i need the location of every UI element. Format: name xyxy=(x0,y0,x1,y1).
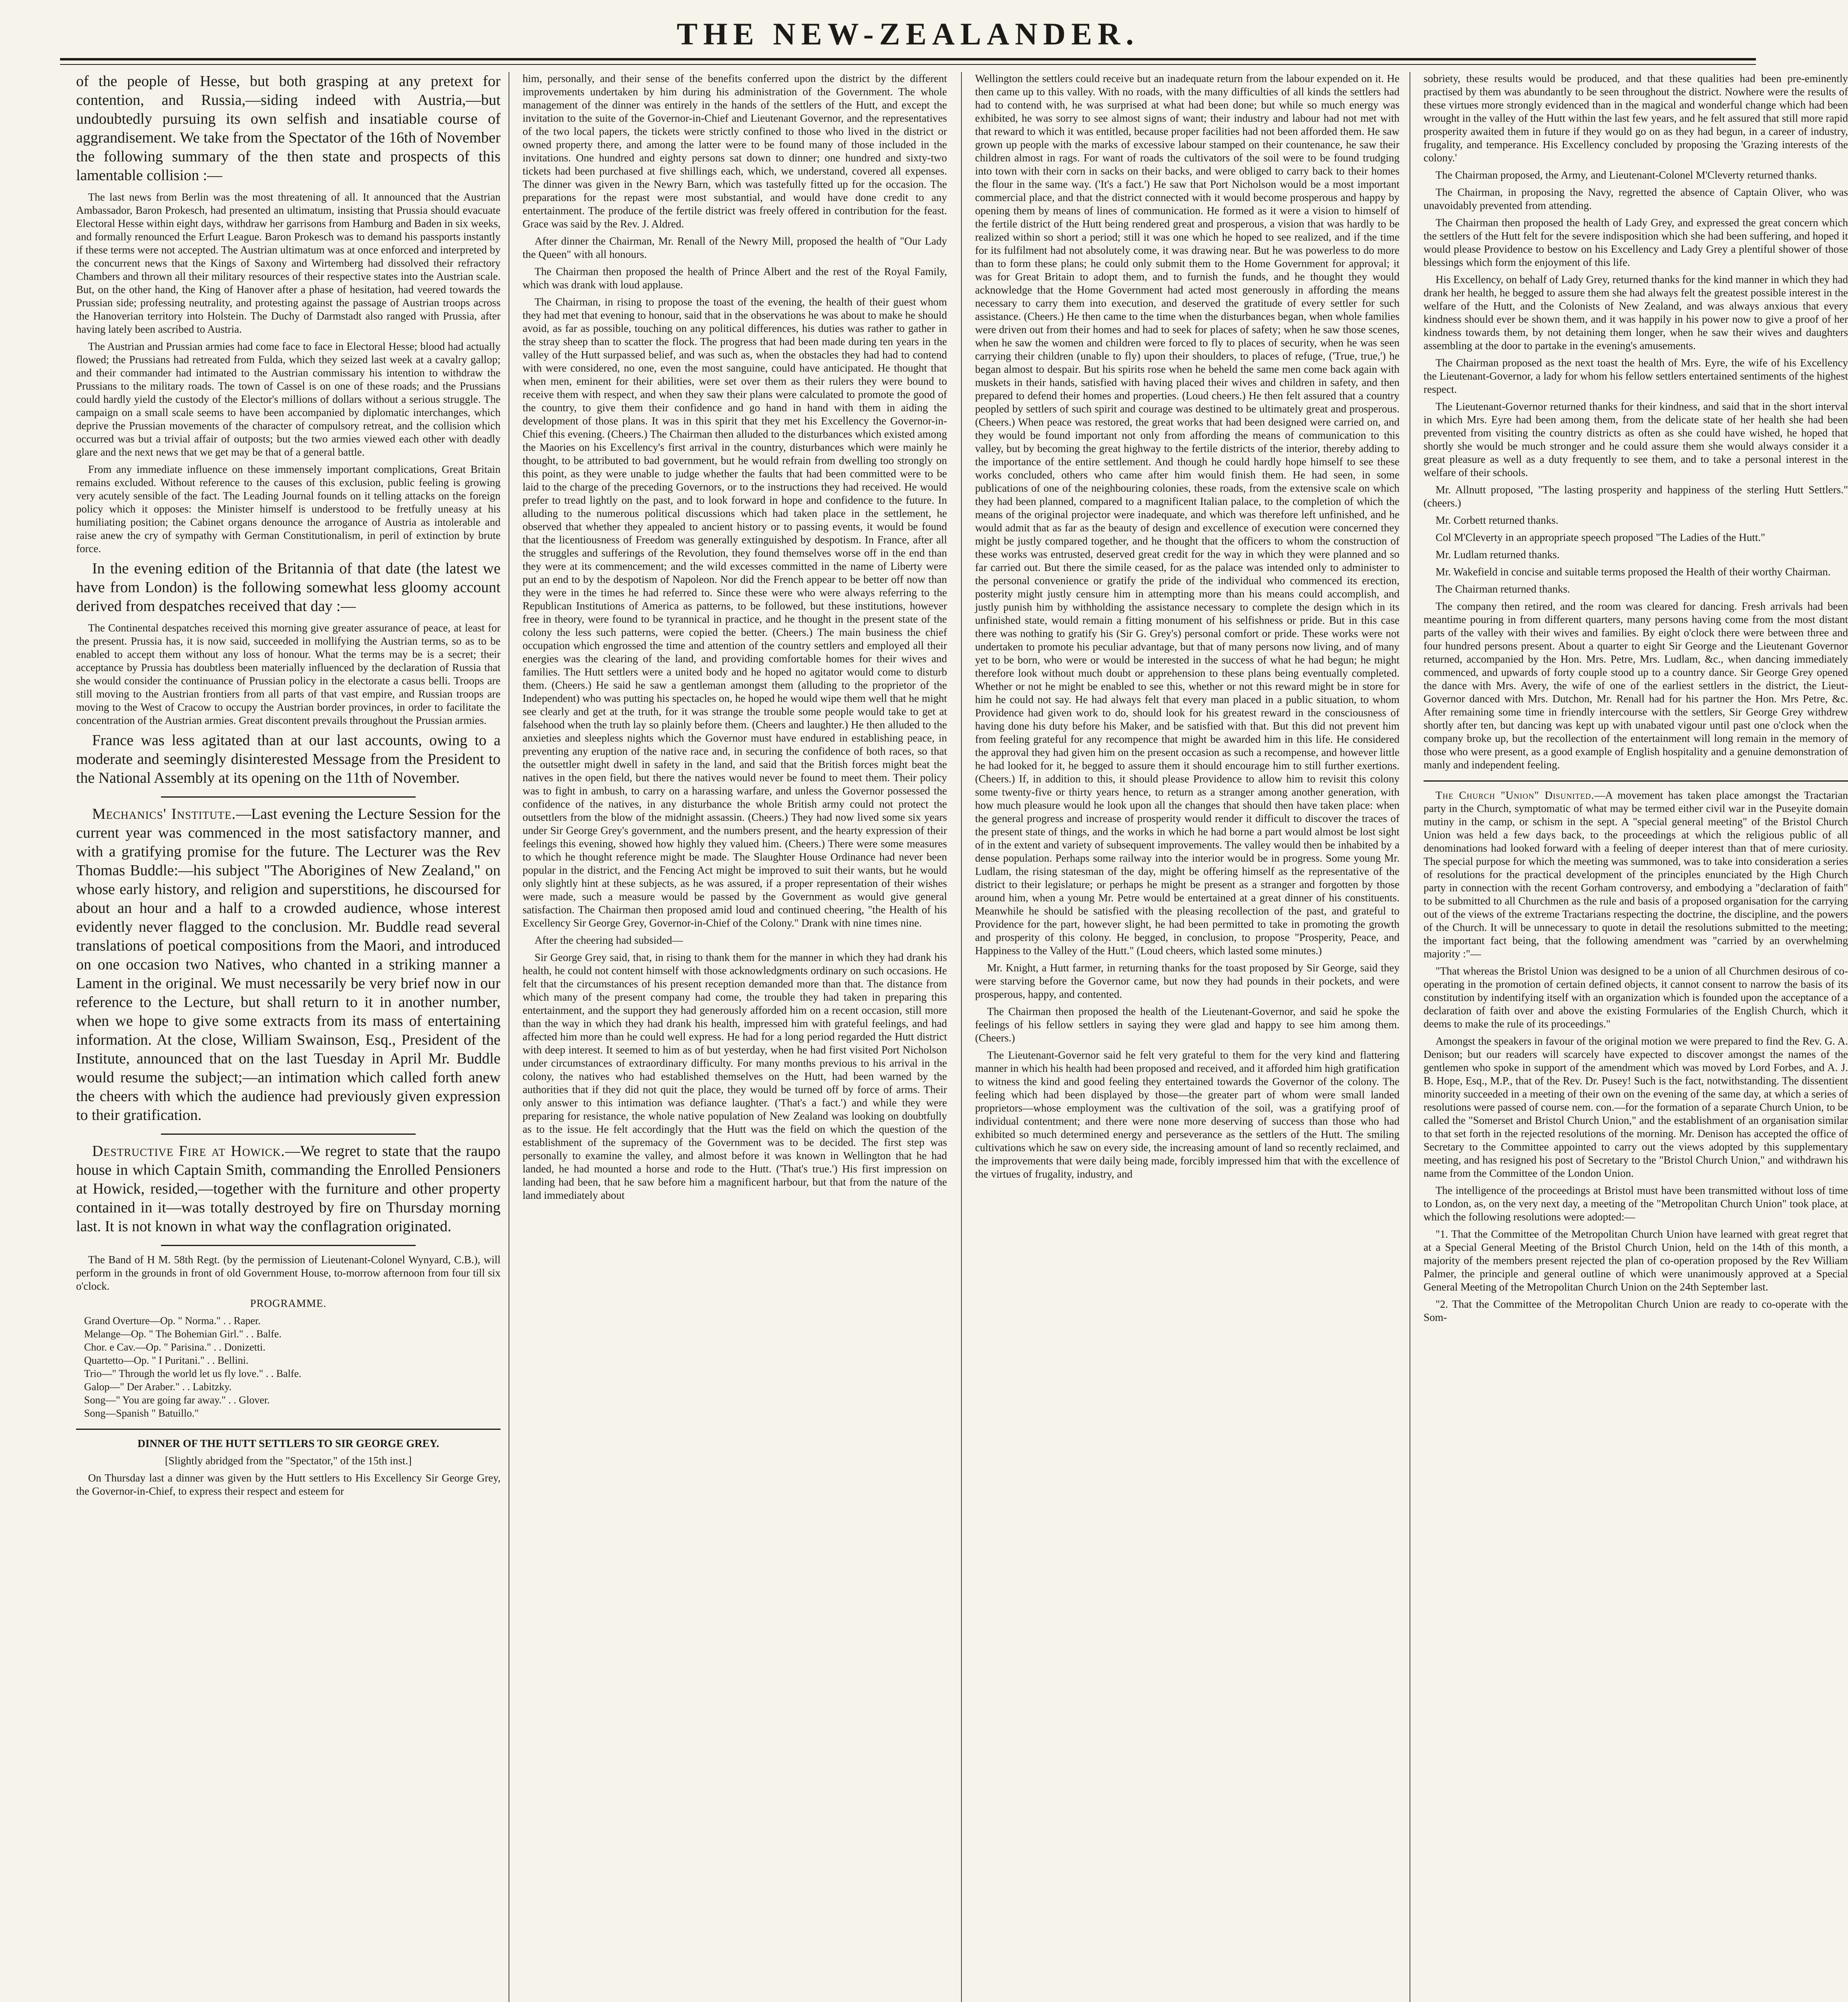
article-paragraph: Mr. Knight, a Hutt farmer, in returning thanks for the toast proposed by Sir George, said they were starving before the Governor came, but now they had pounds in their pockets, and were prosperous, happy, and contented. xyxy=(975,962,1400,1000)
article-paragraph: On Thursday last a dinner was given by the Hutt settlers to His Excellency Sir George Grey, the Governor-in-Chief, to express their respect and esteem for xyxy=(76,1472,501,1497)
article-paragraph: Mr. Ludlam returned thanks. xyxy=(1436,549,1560,561)
article-paragraph xyxy=(76,1142,501,1236)
programme-item: Melange—Op. " The Bohemian Girl." . . Balfe. xyxy=(84,1328,282,1340)
mechanics-institute-article xyxy=(76,805,501,1125)
article-text: —A movement has taken place amongst the Tractarian party in the Church, symptomatic of what may be termed either civil war in the Puseyite domain mutiny in the camp, or schism in the sept. A "special general meeting" of the Bristol Church Union was held a few days back, to the proceedings at which the religious public of all denominations had looked forward with a feeling of deeper interest than that of mere curiosity. The special purpose for which the meeting was summoned, was to take into consideration a series of resolutions for the practical development of the principles enunciated by the High Church party in connection with the recent Gorham controversy, and embodying a "declaration of faith" to be submitted to all Churchmen as the rule and basis of a proposed organisation for the carrying out of the views of the extreme Tractarians respecting the doctrine, the discipline, and the powers of the Church. It will be unnecessary to quote in detail the resolutions submitted to the meeting; the important fact being, that the following amendment was "carried by an overwhelming majority :"— xyxy=(1424,789,1848,960)
article-paragraph: sobriety, these results would be produced, and that these qualities had been pre-eminently practised by them was abundantly to be seen throughout the district. Nowhere were the results of these virtues more strongly evidenced than in the magical and wonderful change which had been wrought in the valley of the Hutt within the last few years, and he felt assured that still more rapid prosperity awaited them in future if they would go on as they had begun, in a career of industry, frugality, and temperance. His Excellency concluded by proposing the 'Grazing interests of the colony.' xyxy=(1424,72,1848,164)
article-paragraph: His Excellency, on behalf of Lady Grey, returned thanks for the kind manner in which they had drank her health, he begged to assure them she had always felt the greatest possible interest in the welfare of the Hutt, and the Colonists of New Zealand, and was always anxious that every kindness should ever be shown them, and it was happily in his power now to give a proof of her kindness towards them, by not detaining them longer, when he saw their wives and daughters assembling at the door to partake in the evening's amusements. xyxy=(1424,273,1848,352)
quoted-resolution: "1. That the Committee of the Metropolitan Church Union have learned with great regret that at a Special General Meeting of the Bristol Church Union, held on the 14th of this month, a majority of the members present rejected the plan of co-operation proposed by the Rev William Palmer, the principle and general outline of which were unanimously approved at a Special General Meeting of the Metropolitan Church Union on the 24th September last. xyxy=(1424,1228,1848,1293)
section-headline: Mechanics' Institute. xyxy=(92,806,236,822)
article-paragraph: Col M'Cleverty in an appropriate speech proposed "The Ladies of the Hutt." xyxy=(1436,531,1766,543)
fire-article xyxy=(76,1142,501,1236)
quoted-resolution: "That whereas the Bristol Union was designed to be a union of all Churchmen desirous of co-operating in the promotion of certain defined objects, it cannot consent to narrow the basis of its constitution by indentifying itself with an organization which is founded upon the acceptance of a declaration of faith over and above the existing Formularies of the English Church, which it deems to make the rule of its proceedings." xyxy=(1424,965,1848,1030)
article-paragraph: The Chairman proposed, the Army, and Lieutenant-Colonel M'Cleverty returned thanks. xyxy=(1436,169,1817,181)
masthead-title: THE NEW-ZEALANDER. xyxy=(677,16,1139,51)
article-paragraph: The Chairman then proposed the health of Prince Albert and the rest of the Royal Family, which was drank with loud applause. xyxy=(523,265,947,291)
article-paragraph: him, personally, and their sense of the benefits conferred upon the district by the different improvements undertaken by him during his administration of the Government. The whole management of the dinner was entirely in the hands of the settlers of the Hutt, and except the invitation to the suite of the Governor-in-Chief and Lieutenant Governor, and the representatives of the two local papers, the tickets were strictly confined to those who lived in the district or owned property there, and among the latter were to be found many of those included in the invitations. One hundred and eighty persons sat down to dinner; one hundred and sixty-two tickets had been purchased at five shillings each, which, we understand, covered all expenses. The dinner was given in the Newry Barn, which was tastefully fitted up for the occasion. The preparations for the repast were most substantial, and would have done credit to any entertainment. The produce of the fertile district was freely offered in contribution for the feast. Grace was said by the Rev. J. Aldred. xyxy=(523,72,947,230)
article-paragraph: France was less agitated than at our last accounts, owing to a moderate and seemingly disinterested Message from the President to the National Assembly at its opening on the 11th of November. xyxy=(76,732,501,786)
section-headline: The Church "Union" Disunited. xyxy=(1436,789,1595,801)
dinner-headline: DINNER OF THE HUTT SETTLERS TO SIR GEORGE GREY. xyxy=(137,1437,439,1449)
column-separator xyxy=(961,72,962,2002)
article-text: —We regret to state that the raupo house in which Captain Smith, commanding the Enrolled Pensioners at Howick, resided,—together with the furniture and other property contained in it—was totally destroyed by fire on Thursday morning last. It is not known in what way the conflagration originated. xyxy=(76,1143,501,1235)
programme-item: Song—" You are going far away." . . Glover. xyxy=(84,1394,270,1406)
article-paragraph: Mr. Corbett returned thanks. xyxy=(1436,514,1558,526)
article-paragraph: of the people of Hesse, but both grasping at any pretext for contention, and Russia,—siding indeed with Austria,—but undoubtedly pursuing its own selfish and insatiable course of aggrandisement. We take from the Spectator of the 16th of November the following summary of the then state and prospects of this lamentable collision :— xyxy=(76,73,501,184)
article-paragraph: The Chairman proposed as the next toast the health of Mrs. Eyre, the wife of his Excellency the Lieutenant-Governor, a lady for whom his fellow settlers entertained sentiments of the highest respect. xyxy=(1424,357,1848,395)
lead-article-continuation xyxy=(76,72,501,185)
article-paragraph: From any immediate influence on these immensely important complications, Great Britain remains excluded. Without reference to the causes of this exclusion, public feeling is growing very acutely sensible of the fact. The Leading Journal founds on it telling attacks on the foreign policy which it opposes: the Minister himself is understood to be fretfully uneasy at his humiliating position; the Cabinet organs denounce the arrogance of Austria as intolerable and raise anew the cry of sympathy with German Constitutionalism, in peril of extinction by brute force. xyxy=(76,463,501,555)
article-paragraph: Amongst the speakers in favour of the original motion we were prepared to find the Rev. G. A. Denison; but our readers will scarcely have expected to discover amongst the names of the gentlemen who spoke in support of the amendment which was moved by Lord Forbes, and A. J. B. Hope, Esq., M.P., that of the Rev. Dr. Pusey! Such is the fact, notwithstanding. The dissentient minority succeeded in a meeting of their own on the evening of the same day, at which a series of resolutions were passed of course nem. con.—for the formation of a separate Church Union, to be called the "Somerset and Bristol Church Union," and the establishment of an organisation similar to that set forth in the rejected resolutions of the morning. Mr. Denison has accepted the office of Secretary to the Committee appointed to carry out the views adopted by this supplementary meeting, and has resigned his post of Secretary to the "Bristol Church Union," and withdrawn his name from the Committee of the London Union. xyxy=(1424,1035,1848,1179)
article-paragraph: Sir George Grey said, that, in rising to thank them for the manner in which they had drank his health, he could not content himself with those acknowledgments ordinary on such occasions. He felt that the circumstances of his present reception demanded more than that. The distance from which many of the present company had come, the trouble they had taken in preparing this entertainment, and the support they had generously afforded him on a recent occasion, still more than the way in which they had drank his health, impressed him with grateful feelings, and had affected him more than he could well express. He had for a long period regarded the Hutt district with deep interest. It seemed to him as of but yesterday, when he had first visited Port Nicholson under circumstances of extraordinary difficulty. For many months previous to his arrival in the colony, the natives who had established themselves on the Hutt, had been warned by the authorities that if they did not quit the place, they would be turned off by force of arms. Their only answer to this intimation was defiance laughter. ('That's a fact.') and while they were preparing for resistance, the whole native population of New Zealand was looking on doubtfully as to the issue. He felt accordingly that the Hutt was the field on which the question of the establishment of the supremacy of the Government was to be decided. The first step was personally to examine the valley, and almost before it was known in Wellington that he had landed, he had mounted a horse and rode to the Hutt. ('That's true.') His first impression on landing had been, that he saw before him a magnificent harbour, but that from the nature of the land immediately about xyxy=(523,951,947,1201)
article-paragraph xyxy=(1424,789,1848,961)
section-divider xyxy=(1424,780,1848,782)
masthead-rule xyxy=(60,58,1756,60)
section-headline: Destructive Fire at Howick. xyxy=(92,1143,285,1160)
article-paragraph: The company then retired, and the room was cleared for dancing. Fresh arrivals had been meantime pouring in from different quarters, many persons having come from the most distant parts of the valley with their wives and families. By eight o'clock there were between three and four hundred persons present. About a quarter to eight Sir George and the Lieutenant Governor returned, accompanied by the Hon. Mrs. Petre, Mrs. Ludlam, &c., when dancing immediately commenced, and upwards of forty couple stood up to a country dance. Sir George Grey opened the dance with Mrs. Avery, the wife of one of the earliest settlers in the district, the Lieut-Governor danced with Mrs. Dutchon, Mr. Renall had for his partner the Hon. Mrs Petre, &c. After remaining some time in friendly intercourse with the settlers, Sir George Grey withdrew shortly after ten, but dancing was kept up with unabated vigour until past one o'clock when the company broke up, but the recollection of the entertainment will long remain in the memory of those who were present, as a good example of English hospitality and a genuine demonstration of manly and independent feeling. xyxy=(1424,600,1848,771)
section-divider xyxy=(161,1134,416,1135)
article-paragraph: The Chairman, in rising to propose the toast of the evening, the health of their guest whom they had met that evening to honour, said that in the observations he was about to make he should avoid, as far as possible, touching on any political differences, his duties was rather to gather in the stray sheep than to scatter the flock. The progress that had been made during ten years in the valley of the Hutt surpassed belief, and was such as, when the obstacles they had had to contend with were considered, no one, even the most sanguine, could have anticipated. He thought that when men, eminent for their abilities, were set over them as their rulers they were bound to receive them with respect, and when they saw their plans were calculated to promote the good of the country, to give them their confidence and go hand in hand with them in aiding the development of those plans. It was in this spirit that they met his Excellency the Governor-in-Chief this evening. (Cheers.) The Chairman then alluded to the disturbances which existed among the Maories on his Excellency's first arrival in the country, disturbances which were mainly he thought, to be attributed to bad government, but he would refrain from dwelling too strongly on this point, as they were unable to judge whether the faults that had been committed were to be laid to the charge of the preceding Governors, or to the instructions they had received. He would prefer to tread lightly on the past, and to look forward in hope and confidence to the future. In alluding to the numerous political discussions which had taken place in the settlement, he observed that whether they appealed to ancient history or to passing events, it would be found that the licentiousness of Freedom was generally extinguished by despotism. In France, after all the struggles and sufferings of the Revolution, they found themselves worse off in the end than they were at its commencement; and the wild excesses committed in the name of Liberty were put an end to by the despotism of Napoleon. Nor did the French appear to be better off now than they were in the times he had referred to. Since these were who were always referring to the Republican Institutions of America as patterns, to be followed, but these institutions, however free in theory, were found to be tyrannical in practice, and he thought in the present state of the colony the less such patterns, were copied the better. (Cheers.) The main business the chief occupation which engrossed the time and attention of the country settlers and employed all their energies was the clearing of the land, and providing comfortable homes for their wives and families. The Hutt settlers were a united body and he hoped no agitator would come to disturb them. (Cheers.) He said he saw a gentleman amongst them (alluding to the proprietor of the Independent) who was putting his spectacles on, he hoped he would wipe them well that he might see clearly and get at the truth, for it was strange the trouble some people would take to get at falsehood when the truth lay so plainly before them. (Cheers and laughter.) He then alluded to the anxieties and sleepless nights which the Governor must have endured in establishing peace, in preventing any eruption of the native race and, in securing the confidence of both races, so that the outsettler might dwell in safety in the land, and said that the British forces might beat the natives in the open field, but there the natives would never be found to meet them. Their policy was to fight in ambush, to carry on a harassing warfare, and unless the Governor possessed the confidence of the natives, in any disturbance the whole British army could not protect the outsettlers from the blow of the midnight assassin. (Cheers.) They had now lived some six years under Sir George Grey's government, and the numbers present, and the hearty expression of their feelings this evening, showed how highly they valued him. (Cheers.) There were some measures to which he thought reference might be made. The Slaughter House Ordinance had never been popular in the district, and the Fencing Act might be improved to suit their wants, but he would only slightly hint at these subjects, as he was assured, if a proper representation of their wishes were made, such a measure would be passed by the Government as would give general satisfaction. The Chairman then proposed amid loud and continued cheering, "the Health of his Excellency Sir George Grey, Governor-in-Chief of the Colony." Drank with nine times nine. xyxy=(523,296,947,929)
article-paragraph: The Austrian and Prussian armies had come face to face in Electoral Hesse; blood had actually flowed; the Prussians had retreated from Fulda, which they seized last week at a cavalry gallop; and their commander had intimated to the Austrian commissary his intention to withdraw the Prussians to the military roads. The town of Cassel is on one of these roads; and the Prussians could hardly yield the custody of the Elector's millions of dollars without a serious struggle. The campaign on a small scale seems to have been accompanied by diplomatic interchanges, which deprive the Prussian movements of the character of compulsory retreat, and the collision which occurred was but a trivial affair of outposts; but the two armies viewed each other with deadly glare and the next news that we get may be that of a general battle. xyxy=(76,340,501,458)
lead-article-body xyxy=(76,731,501,788)
programme-item: Trio—" Through the world let us fly love." . . Balfe. xyxy=(84,1368,302,1379)
programme-list xyxy=(76,1314,501,1420)
article-paragraph: The Chairman returned thanks. xyxy=(1436,583,1570,595)
quoted-resolution: "2. That the Committee of the Metropolitan Church Union are ready to co-operate with the Som- xyxy=(1424,1298,1848,1323)
programme-item: Grand Overture—Op. " Norma." . . Raper. xyxy=(84,1315,261,1327)
article-paragraph: After dinner the Chairman, Mr. Renall of the Newry Mill, proposed the health of "Our Lady the Queen" with all honours. xyxy=(523,235,947,260)
section-divider xyxy=(161,796,416,798)
article-paragraph: The Chairman then proposed the health of Lady Grey, and expressed the great concern which the settlers of the Hutt felt for the severe indisposition which she had been suffering, and hoped it would please Providence to bestow on his Excellency and Lady Grey a plentiful shower of those blessings which form the enjoyment of this life. xyxy=(1424,217,1848,268)
article-paragraph: After the cheering had subsided— xyxy=(535,934,683,946)
article-paragraph: Mr. Wakefield in concise and suitable terms proposed the Health of their worthy Chairman. xyxy=(1436,566,1831,578)
article-paragraph: Wellington the settlers could receive but an inadequate return from the labour expended on it. He then came up to this valley. With no roads, with the many difficulties of all kinds the settlers had had to contend with, he was surprised at what had been done; but while so much energy was exhibited, he was sorry to see almost signs of want; their industry and labour had not met with that reward to which it was entitled, because proper facilities had not been afforded them. He saw grown up people with the marks of excessive labour stamped on their countenance, he saw their children almost in rags. For want of roads the cultivators of the soil were to be found trudging into town with their corn in sacks on their backs, and were obliged to carry back to their homes the flour in the same way. ('It's a fact.') He saw that Port Nicholson would be a most important commercial place, and that the district connected with it would become prosperous and happy by opening them by means of lines of communication. He formed as it were a vision to himself of the fertile district of the Hutt being rendered great and prosperous, a vision that was hardly to be realized within so short a period; still it was one which he hoped to see realized, and if the time for its fulfilment had not absolutely come, it was drawing near. But he was powerless to do more than to form these plans; he could only submit them to the Home Government for approval; it was for Great Britain to adopt them, and to furnish the funds, and he thought they would acknowledge that the Home Government had acted most generously in affording the means necessary to carry them into execution, and deserved the gratitude of every settler for such assistance. (Cheers.) He then came to the time when the disturbances began, when whole families were driven out from their homes and had to seek for places of safety; when he saw those scenes, when he saw the women and children were forced to fly to places of security, when he was seen carrying their children (unable to fly) upon their shoulders, to places of refuge, ('True, true,') he began almost to despair. But his spirits rose when he beheld the same men come back again with muskets in their hands, satisfied with having placed their wives and children in safety, and then prepared to defend their homes and properties. (Loud cheers.) He then felt assured that a country peopled by settlers of such spirit and courage was destined to be ultimately great and prosperous. (Cheers.) When peace was restored, the great works that had been designed were carried on, and they would be found important not only from affording the means of communication to this valley, but by becoming the great highway to the fertile districts of the interior, thereby adding to the importance of the entire settlement. And though he could hardly hope himself to see these works concluded, others who came after him would finish them. He had seen, in some publications of one of the neighbouring colonies, these roads, from the extensive scale on which they had been planned, compared to a magnificent Italian palace, to the completion of which the means of the original projector were inadequate, and which was therefore left unfinished, and he would admit that as far as the beauty of design and excellence of execution were concerned they might be justly compared together, and he thought that the officers to whom the construction of these works was entrusted, deserved great credit for the way in which they were planned and so far carried out. But there the simile ceased, for as the palace was intended only to administer to the personal convenience or gratify the pride of the individual who commenced its erection, posterity might justly censure him in attempting more than his means could accomplish, and justly punish him by withholding the assistance necessary to complete the design which in its unfinished state, would remain a fitting monument of his selfishness or pride. But in this case there was nothing to gratify his (Sir G. Grey's) personal comfort or pride. These works were not undertaken to promote his peculiar advantage, but that of many persons now living, and of many yet to be born, who were or would be interested in the success of what he had begun; he might therefore look without much doubt or apprehension to these plans being eventually completed. Whether or not he might be enabled to see this, whether or not this reward might be in store for him he could not say. He had always felt that every man placed in a public situation, to whom Providence had given work to do, should look for his greatest reward in the consciousness of having done his duty before his Maker, and be satisfied with that. But this did not prevent him from feeling grateful for any recompence that might be awarded him in this life. He considered the approval they had given him on the present occasion as such a recompense, and however little he had looked for it, he begged to assure them it should encourage him to still further exertions. (Cheers.) If, in addition to this, it should please Providence to allow him to revisit this colony some twenty-five or thirty years hence, to return as a stranger among another generation, with how much pleasure would he look upon all the changes that should then have taken place: when the general progress and increase of prosperity would render it difficult to discover the traces of the present state of things, and the works in which he had borne a part would almost be lost sight of in the extent and variety of subsequent improvements. The valley would then be inhabited by a dense population. Perhaps some railway into the interior would be in progress. Some young Mr. Ludlam, the rising statesman of the day, might be offering himself as the representative of the district to their legislature; or perhaps he might be present as a stranger and forgotten by those around him, when a young Mr. Petre would be entertained at a great dinner of his constituents. Meanwhile he should be satisfied with the pleasing recollection of the past, and grateful to Providence for the part, however slight, he had been permitted to take in promoting the growth and prosperity of this colony. He begged, in conclusion, to propose "Prosperity, Peace, and Happiness to the Valley of the Hutt." (Loud cheers, which lasted some minutes.) xyxy=(975,72,1400,957)
article-paragraph: The Chairman then proposed the health of the Lieutenant-Governor, and said he spoke the feelings of his fellow settlers in saying they were glad and happy to see him among them. (Cheers.) xyxy=(975,1005,1400,1044)
article-paragraph: The last news from Berlin was the most threatening of all. It announced that the Austrian Ambassador, Baron Prokesch, had presented an ultimatum, insisting that Prussia should evacuate Electoral Hesse within eight days, withdraw her garrisons from Hamburg and Baden in six weeks, and formally renounced the Erfurt League. Baron Prokesch was to demand his passports instantly if these terms were not accepted. The Austrian ultimatum was at once enforced and interpreted by the concurrent news that the Kings of Saxony and Wirtemberg had dissolved their refractory Chambers and thrown all their military resources of their respective states into the Austrian scale. But, on the other hand, the King of Hanover after a phase of hesitation, had veered towards the Prussian side; professing neutrality, and protesting against the passage of Austrian troops across the Hanoverian territory into Holstein. The Duchy of Darmstadt also ranged with Prussia, after having lately been ascribed to Austria. xyxy=(76,191,501,335)
programme-item: Galop—" Der Araber." . . Labitzky. xyxy=(84,1381,232,1393)
article-text: —Last evening the Lecture Session for the current year was commenced in the most satisfactory manner, and with a gratifying promise for the future. The Lecturer was the Rev Thomas Buddle:—his subject "The Aborigines of New Zealand," on whose early history, and religion and superstitions, he discoursed for about an hour and a half to a crowded audience, whose interest evidently never flagged to the conclusion. Mr. Buddle read several translations of poetical compositions from the Maori, and introduced on one occasion two Natives, who chanted in a striking manner a Lament in the original. We must necessarily be very brief now in our reference to the Lecture, but shall return to it in another number, when we hope to give some extracts from its mass of entertaining information. At the close, William Swainson, Esq., President of the Institute, announced that on the last Tuesday in April Mr. Buddle would resume the subject;—an intimation which called forth anew the cheers with which the audience had previously given expression to their gratification. xyxy=(76,806,501,1124)
article-paragraph: The intelligence of the proceedings at Bristol must have been transmitted without loss of time to London, as, on the very next day, a meeting of the "Metropolitan Church Union" took place, at which the following resolutions were adopted:— xyxy=(1424,1184,1848,1223)
section-divider xyxy=(76,1429,501,1430)
lead-article-body xyxy=(76,559,501,616)
programme-heading: PROGRAMME. xyxy=(250,1297,327,1309)
masthead-rule-thin xyxy=(60,64,1756,65)
article-paragraph xyxy=(76,805,501,1125)
programme-item: Chor. e Cav.—Op. " Parisina." . . Donizetti. xyxy=(84,1341,265,1353)
column-4 xyxy=(1424,72,1848,2002)
programme-item: Song—Spanish " Batuillo." xyxy=(84,1407,199,1419)
article-paragraph: Mr. Allnutt proposed, "The lasting prosperity and happiness of the sterling Hutt Settlers." (cheers.) xyxy=(1424,484,1848,509)
programme-item: Quartetto—Op. " I Puritani." . . Bellini. xyxy=(84,1355,249,1366)
section-divider xyxy=(161,1245,416,1246)
article-paragraph: The Lieutenant-Governor said he felt very grateful to them for the very kind and flattering manner in which his health had been proposed and received, and it afforded him high gratification to witness the kind and good feeling they entertained towards the Governor of the colony. The feeling which had been displayed by those—the greater part of whom were small landed proprietors—whose employment was the cultivation of the soil, was a gratifying proof of individual contentment; and there were none more deserving of success than those who had exhibited so much determined energy and perseverance as the settlers of the Hutt. The smiling cultivations which he saw on every side, the increasing amount of land so recently reclaimed, and the improvements that were daily being made, forcibly impressed him that with the excellence of the virtues of frugality, industry, and xyxy=(975,1049,1400,1180)
dinner-subhead: [Slightly abridged from the "Spectator," of the 15th inst.] xyxy=(165,1455,412,1467)
article-paragraph: In the evening edition of the Britannia of that date (the latest we have from London) is the following somewhat less gloomy account derived from despatches received that day :— xyxy=(76,560,501,615)
column-2 xyxy=(523,72,947,2002)
article-paragraph: The Chairman, in proposing the Navy, regretted the absence of Captain Oliver, who was unavoidably prevented from attending. xyxy=(1424,186,1848,211)
column-1 xyxy=(76,72,501,2002)
article-paragraph: The Lieutenant-Governor returned thanks for their kindness, and said that in the short interval in which Mrs. Eyre had been among them, from the delicate state of her health she had been prevented from visiting the country districts as often as she could have wished, he hoped that shortly she would be much stronger and he could assure them she would always consider it a great pleasure as well as a duty frequently to see them, and to take a personal interest in the welfare of their schools. xyxy=(1424,400,1848,478)
article-paragraph: The Continental despatches received this morning give greater assurance of peace, at least for the present. Prussia has, it is now said, succeeded in mollifying the Austrian terms, so as to be enabled to accept them without any loss of honour. What the terms may be is a secret; their acceptance by Prussia has doubtless been materially influenced by the declaration of Russia that she would consider the continuance of Prussian policy in the electorate a casus belli. Troops are still moving to the Austrian frontiers from all parts of that vast empire, and Russian troops are moving to the West of Cracow to occupy the Austrian border provinces, in order to facilitate the concentration of the Austrian armies. Great discontent prevails throughout the Prussian armies. xyxy=(76,622,501,726)
band-notice: The Band of H M. 58th Regt. (by the permission of Lieutenant-Colonel Wynyard, C.B.), will perform in the grounds in front of old Government House, to-morrow afternoon from four till six o'clock. xyxy=(76,1254,501,1292)
column-3 xyxy=(975,72,1400,2002)
